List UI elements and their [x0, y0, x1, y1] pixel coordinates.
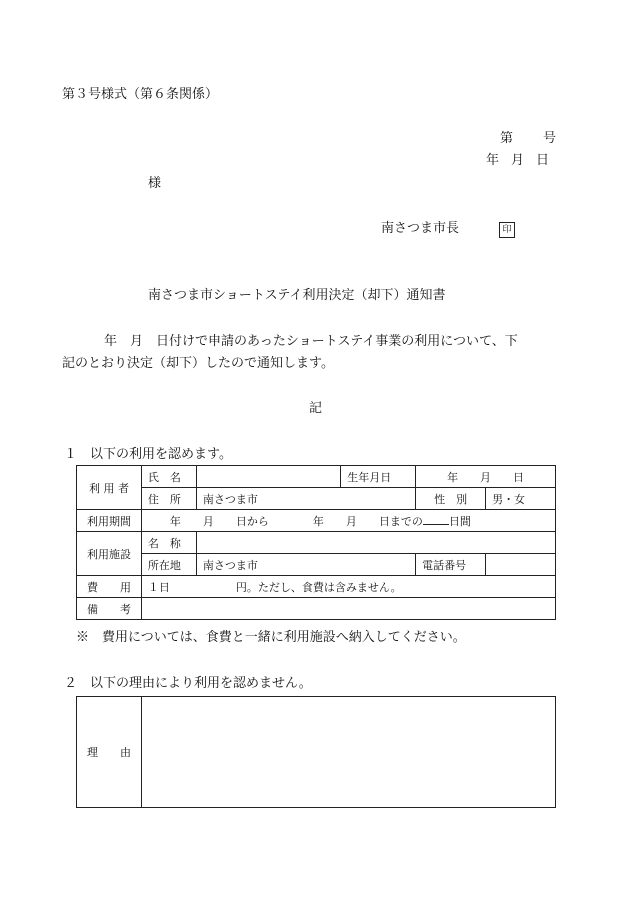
- body-line-1: 年 月 日付けで申請のあったショートステイ事業の利用について、下: [104, 334, 518, 349]
- facility-loc-label: 所在地: [141, 554, 196, 576]
- addressee-suffix: 様: [148, 176, 162, 191]
- remarks-label: 備 考: [77, 598, 142, 620]
- period-days-label: 日間: [448, 514, 471, 528]
- issue-date: [486, 153, 549, 169]
- date-month: 月: [511, 153, 525, 168]
- days-blank[interactable]: [423, 513, 449, 525]
- birth-value[interactable]: 年 月 日: [416, 466, 556, 488]
- phone-value[interactable]: [486, 554, 556, 576]
- date-day: 日: [536, 153, 550, 168]
- facility-name-label: 名 称: [141, 532, 196, 554]
- reason-value[interactable]: [141, 697, 555, 808]
- doc-no-prefix: 第: [500, 131, 514, 146]
- name-label: 氏 名: [141, 466, 196, 488]
- table-row: [77, 510, 556, 532]
- remarks-value[interactable]: [141, 598, 555, 620]
- facility-label: 利用施設: [77, 532, 142, 576]
- table-row: [77, 488, 556, 510]
- birth-label: 生年月日: [341, 466, 416, 488]
- phone-label: 電話番号: [416, 554, 486, 576]
- table-row: [77, 554, 556, 576]
- payment-note: ※ 費用については、食費と一緒に利用施設へ納入してください。: [76, 630, 466, 645]
- rejection-table: [76, 696, 556, 808]
- facility-name-value[interactable]: [196, 532, 555, 554]
- table-row: [77, 466, 556, 488]
- issuer-name: 南さつま市長: [381, 221, 460, 236]
- cost-value[interactable]: １日 円。ただし、食費は含みません。: [141, 576, 555, 598]
- section-1-heading: １ 以下の利用を認めます。: [64, 447, 232, 462]
- doc-no-suffix: 号: [543, 131, 557, 146]
- document-number: [500, 131, 556, 147]
- gender-value[interactable]: 男・女: [486, 488, 556, 510]
- table-row: [77, 697, 556, 808]
- table-row: [77, 598, 556, 620]
- user-label: 利 用 者: [77, 466, 142, 510]
- name-value[interactable]: [196, 466, 340, 488]
- address-label: 住 所: [141, 488, 196, 510]
- facility-loc-value[interactable]: 南さつま市: [196, 554, 415, 576]
- address-value[interactable]: 南さつま市: [196, 488, 415, 510]
- table-row: [77, 532, 556, 554]
- form-number: 第３号様式（第６条関係）: [62, 87, 219, 102]
- period-value[interactable]: [141, 510, 555, 532]
- seal-mark: 印: [499, 222, 515, 238]
- section-2-heading: ２ 以下の理由により利用を認めません。: [64, 676, 312, 691]
- date-year: 年: [486, 153, 500, 168]
- approval-table: [76, 465, 556, 620]
- document-title: 南さつま市ショートステイ利用決定（却下）通知書: [148, 288, 446, 303]
- gender-label: 性 別: [416, 488, 486, 510]
- cost-label: 費 用: [77, 576, 142, 598]
- period-text: 年 月 日から 年 月 日までの: [169, 514, 423, 528]
- ki-heading: 記: [309, 401, 323, 416]
- period-label: 利用期間: [77, 510, 142, 532]
- issuer: [381, 221, 515, 238]
- table-row: [77, 576, 556, 598]
- body-line-2: 記のとおり決定（却下）したので通知します。: [62, 356, 334, 371]
- reason-label: 理 由: [77, 697, 142, 808]
